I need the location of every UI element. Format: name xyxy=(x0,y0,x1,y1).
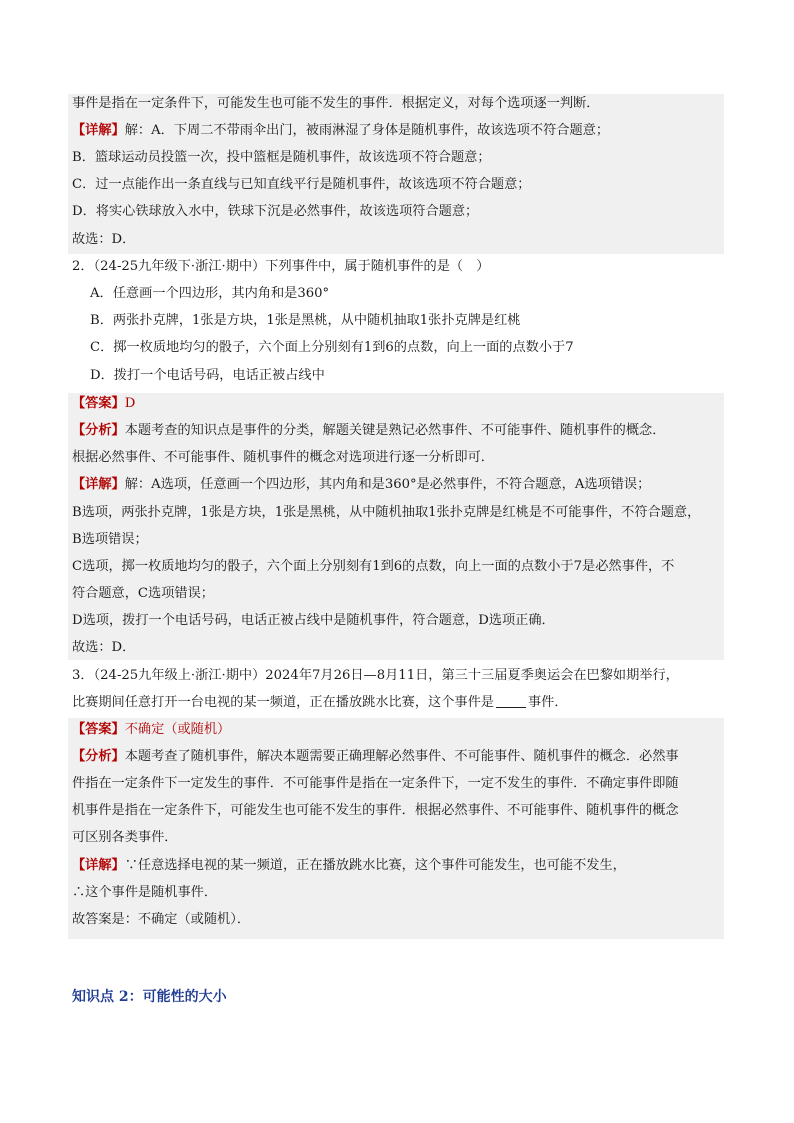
q3-analysis-1 xyxy=(72,748,679,766)
detail-text: 解：A选项，任意画一个四边形，其内角和是360°是必然事件，不符合题意，A选项错误； xyxy=(124,477,651,492)
q2-detail-5: 符合题意，C选项错误； xyxy=(72,586,214,601)
q2-option-b: B．两张扑克牌，1张是方块，1张是黑桃，从中随机抽取1张扑克牌是红桃 xyxy=(90,313,521,328)
q2-detail-3: B选项错误； xyxy=(72,532,148,547)
q2-detail-6: D选项，拨打一个电话号码，电话正被占线中是随机事件，符合题意，D选项正确． xyxy=(72,613,555,628)
analysis-text: 本题考查了随机事件，解决本题需要正确理解必然事件、不可能事件、随机事件的概念．必然事 xyxy=(124,749,679,764)
q2-choose: 故选：D． xyxy=(72,640,136,655)
detail-tag: 【详解】 xyxy=(72,477,125,492)
q2-option-c: C．掷一枚质地均匀的骰子，六个面上分别刻有1到6的点数，向上一面的点数小于7 xyxy=(90,340,574,355)
q3-detail-1 xyxy=(72,857,626,875)
block1-d: D．将实心铁球放入水中，铁球下沉是必然事件，故该选项符合题意； xyxy=(72,204,479,219)
analysis-text: 本题考查的知识点是事件的分类，解题关键是熟记必然事件、不可能事件、随机事件的概念． xyxy=(124,423,666,438)
q3-detail-2: ∴这个事件是随机事件． xyxy=(72,885,218,900)
q2-answer xyxy=(72,395,135,413)
q3-answer xyxy=(72,721,230,739)
q3-analysis-2: 件指在一定条件下一定发生的事件．不可能事件是指在一定条件下，一定不发生的事件．不确定事件即随 xyxy=(72,776,679,791)
q2-detail-4: C选项，掷一枚质地均匀的骰子，六个面上分别刻有1到6的点数，向上一面的点数小于7是必然事件，不 xyxy=(72,559,675,574)
q2-stem: 2．（24-25九年级下·浙江·期中）下列事件中，属于随机事件的是（ ） xyxy=(72,259,490,274)
q2-detail-2: B选项，两张扑克牌，1张是方块，1张是黑桃，从中随机抽取1张扑克牌是红桃是不可能事件，不符合题意， xyxy=(72,505,701,520)
q2-analysis-1 xyxy=(72,422,665,440)
block1-b: B．篮球运动员投篮一次，投中篮框是随机事件，故该选项不符合题意； xyxy=(72,150,491,165)
analysis-tag: 【分析】 xyxy=(72,423,125,438)
detail-tag: 【详解】 xyxy=(72,123,125,138)
stem-text: 比赛期间任意打开一台电视的某一频道，正在播放跳水比赛，这个事件是 xyxy=(72,695,494,710)
q2-option-a: A．任意画一个四边形，其内角和是360° xyxy=(90,286,330,301)
analysis-tag: 【分析】 xyxy=(72,749,125,764)
answer-tag: 【答案】 xyxy=(72,722,125,737)
solution-block-1 xyxy=(68,94,724,254)
answer-blank xyxy=(496,695,526,708)
section-heading: 知识点 2：可能性的大小 xyxy=(72,989,227,1005)
stem-text-end: 事件． xyxy=(528,695,568,710)
block1-c: C．过一点能作出一条直线与已知直线平行是随机事件，故该选项不符合题意； xyxy=(72,177,531,192)
q3-stem-1: 3．（24-25九年级上·浙江·期中）2024年7月26日—8月11日，第三十三届夏季奥运会在巴黎如期举行， xyxy=(72,668,679,683)
q3-analysis-3: 机事件是指在一定条件下，可能发生也可能不发生的事件．根据必然事件、不可能事件、随机事件的概念 xyxy=(72,803,679,818)
detail-tag: 【详解】 xyxy=(72,858,125,873)
block1-detail xyxy=(72,122,609,140)
answer-tag: 【答案】 xyxy=(72,396,125,411)
answer-text: 不确定（或随机） xyxy=(124,722,231,737)
detail-text: 解：A．下周二不带雨伞出门，被雨淋湿了身体是随机事件，故该选项不符合题意； xyxy=(124,123,610,138)
q3-final: 故答案是：不确定（或随机）． xyxy=(72,912,251,927)
q2-option-d: D．拨打一个电话号码，电话正被占线中 xyxy=(90,368,325,383)
block1-choose: 故选：D． xyxy=(72,232,136,247)
q3-analysis-4: 可区别各类事件． xyxy=(72,830,178,845)
q3-stem-2 xyxy=(72,694,568,712)
q2-analysis-2: 根据必然事件、不可能事件、随机事件的概念对选项进行逐一分析即可． xyxy=(72,450,494,465)
answer-text: D xyxy=(124,396,136,411)
detail-text: ∵任意选择电视的某一频道，正在播放跳水比赛，这个事件可能发生，也可能不发生， xyxy=(124,858,626,873)
block1-intro: 事件是指在一定条件下，可能发生也可能不发生的事件．根据定义，对每个选项逐一判断． xyxy=(72,96,600,111)
q2-detail-1 xyxy=(72,476,650,494)
